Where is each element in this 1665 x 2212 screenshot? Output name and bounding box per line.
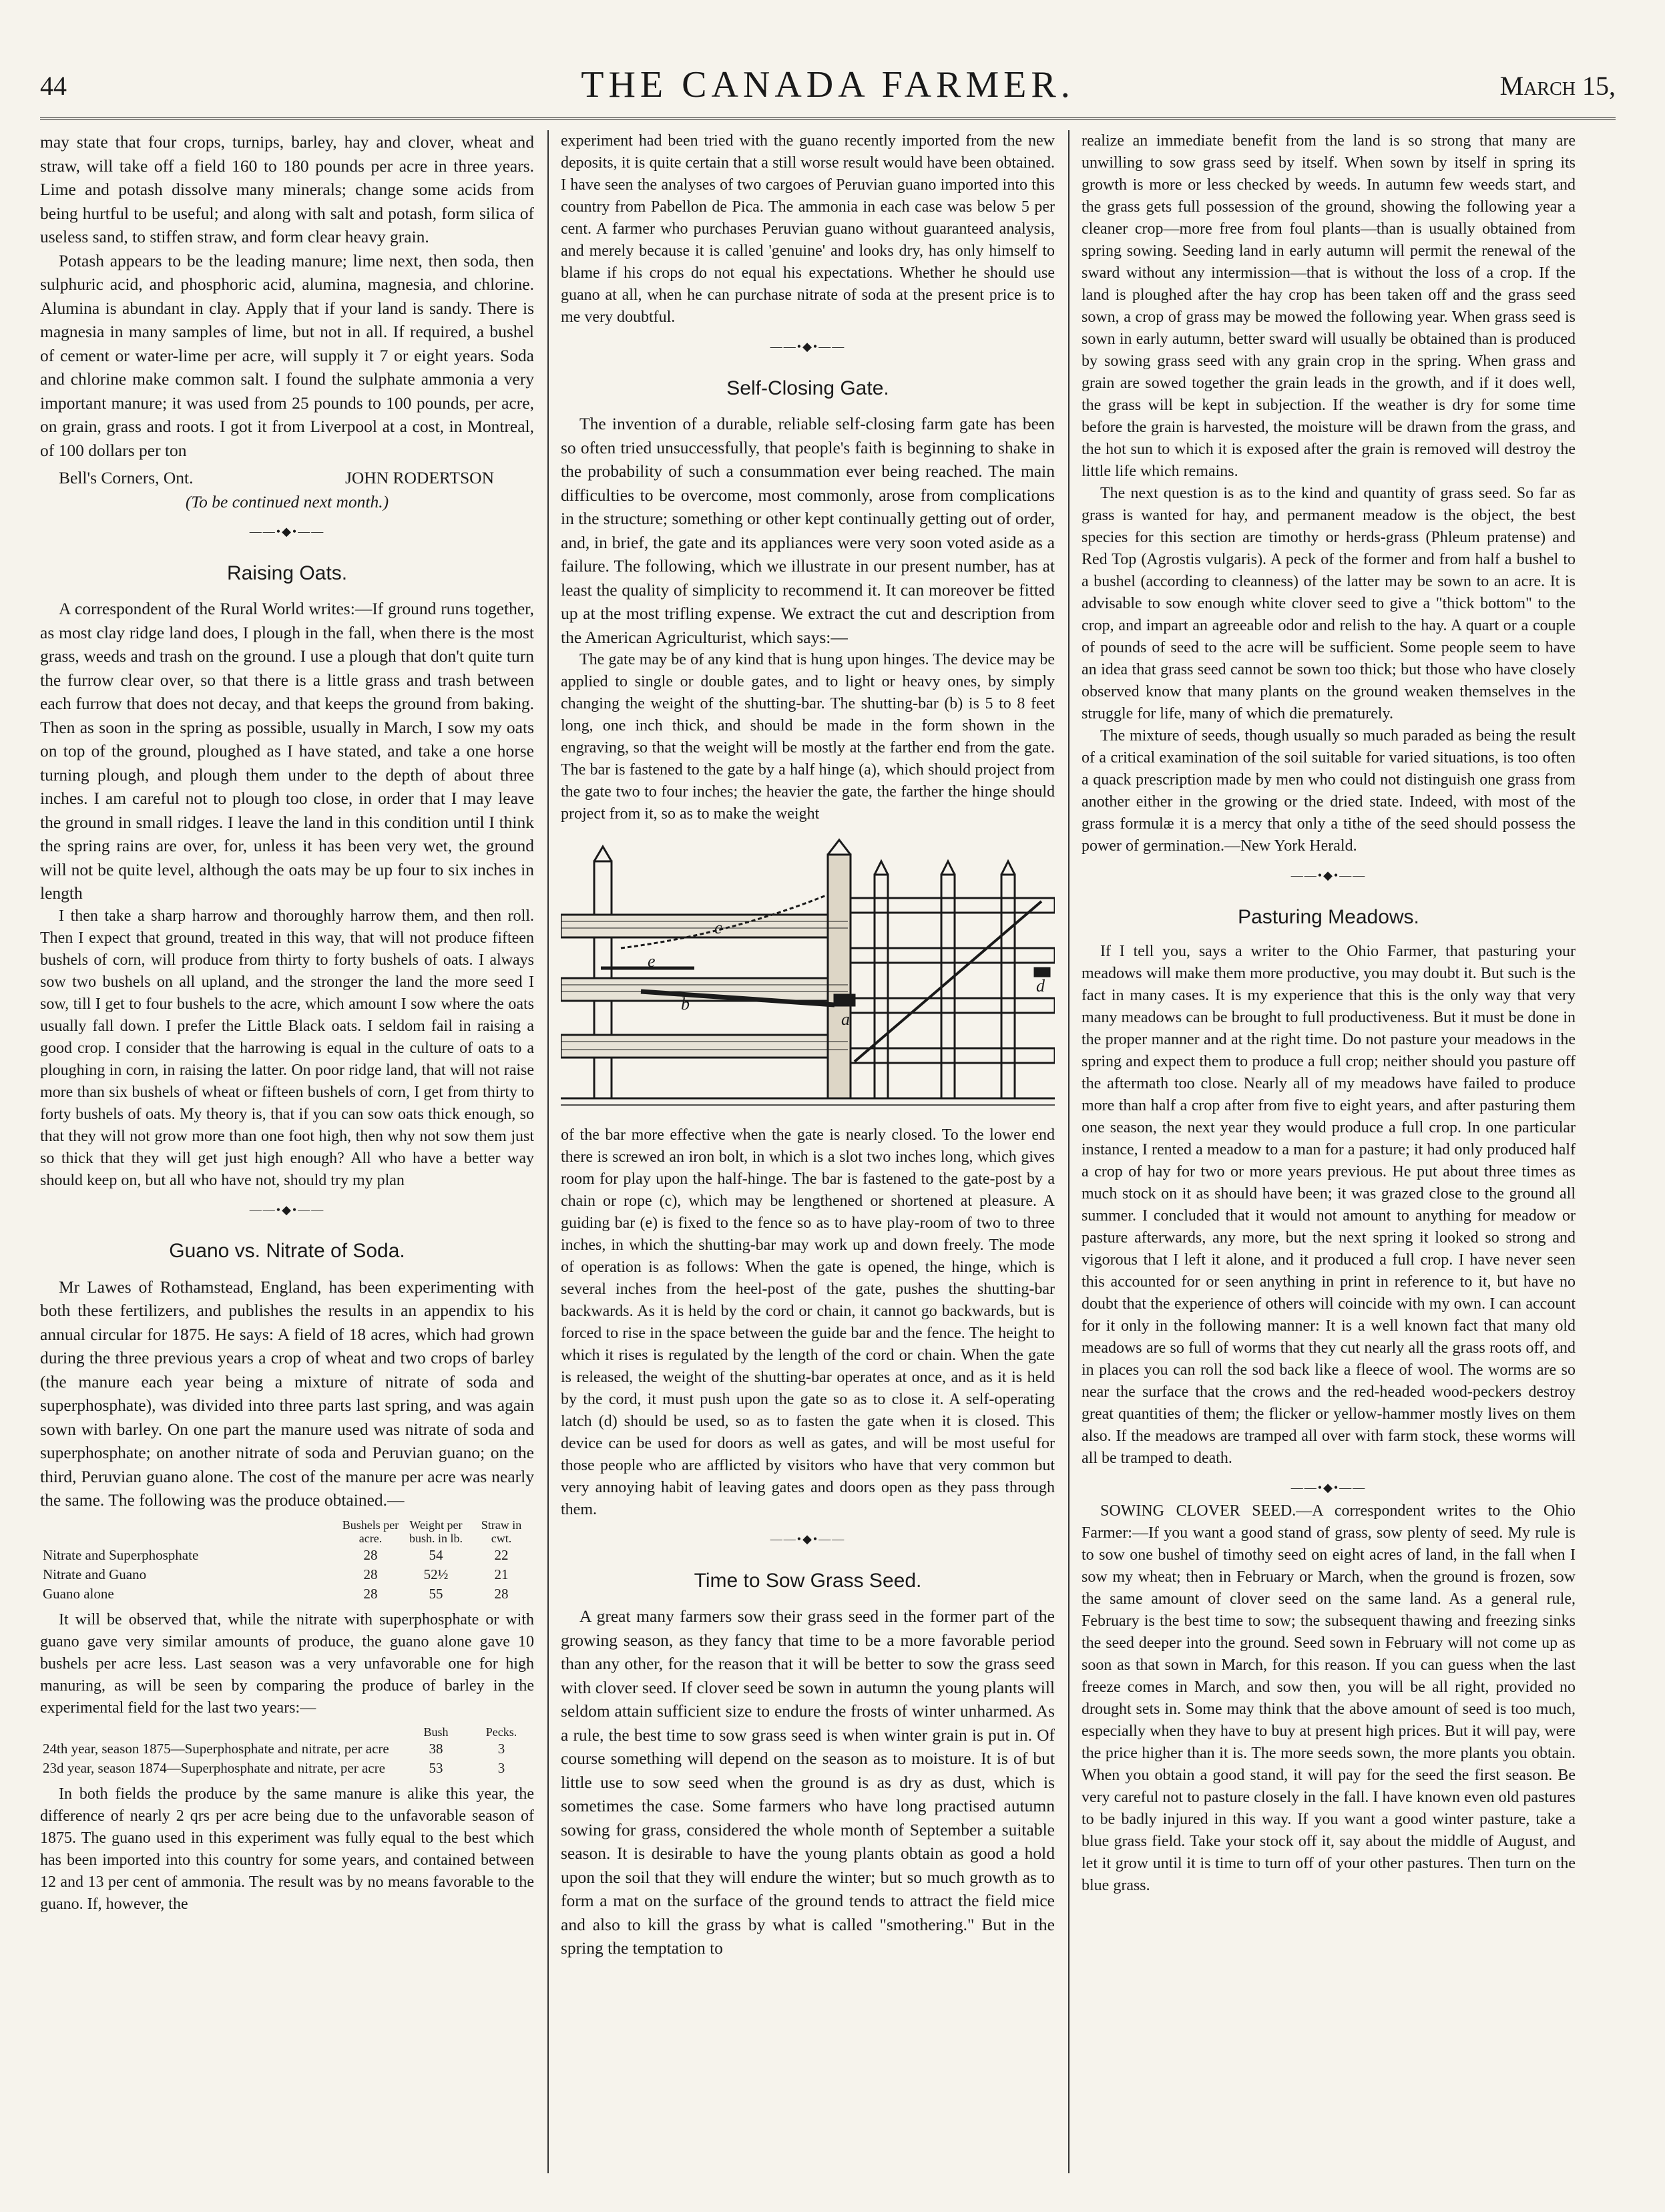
table-row <box>40 1584 534 1604</box>
heading-self-closing-gate: Self-Closing Gate. <box>726 377 889 399</box>
table-row <box>40 1759 534 1778</box>
table-cell: Nitrate and Superphosphate <box>43 1546 199 1563</box>
barley-table <box>40 1725 534 1778</box>
table-cell: 52½ <box>423 1566 449 1582</box>
column-3 <box>1082 130 1576 2173</box>
label-b: b <box>681 994 690 1014</box>
heading-raising-oats: Raising Oats. <box>226 562 348 584</box>
table-cell: 24th year, season 1875—Superphosphate and nitrate, per acre <box>43 1740 389 1757</box>
table-cell: 28 <box>363 1546 378 1563</box>
label-e: e <box>648 951 656 971</box>
continued-note: (To be continued next month.) <box>185 491 389 511</box>
heading-pasturing-meadows: Pasturing Meadows. <box>1238 905 1419 928</box>
table-cell: 55 <box>429 1585 443 1602</box>
section-ornament: ——•◆•—— <box>249 1202 325 1216</box>
produce-table <box>40 1518 534 1604</box>
paragraph: It will be observed that, while the nitrate with superphosphate or with guano gave very similar amounts of produce, the guano alone gave 10 bushels per acre less. Last season was a very unfavorable one for high manuring, as will be seen by comparing the produce of barley in the experimental field for the last two years:— <box>40 1610 534 1717</box>
table-cell: 3 <box>497 1740 505 1757</box>
label-c: c <box>714 918 722 937</box>
table-header: Bushels per acre. <box>342 1518 399 1545</box>
gate-illustration <box>561 835 1055 1115</box>
paragraph: may state that four crops, turnips, barley, hay and clover, wheat and straw, will take off a field 160 to 180 pounds per acre in three years. Lime and potash dissolve many minerals; change some acids from being hurtful to be useful; and along with salt and potash, form silica of useless sand, to stiffen straw, and form clear heavy grain. <box>40 132 534 246</box>
table-cell: 21 <box>494 1566 509 1582</box>
paragraph: If I tell you, says a writer to the Ohio Farmer, that pasturing your meadows will make them more productive, you may doubt it. But such is the fact in many cases. It is my experience that this is the only way that very many meadows can be brought to full productiveness. But it must be done in the proper manner and at the right time. Do not pasture your meadows in the spring and expect them to produce a full crop; neither should you pasture off the aftermath too close. Nearly all of my meadows have failed to produce more than half a crop after from five to eight years, and after pasturing them one season, the next year they would produce a full crop. In one particular instance, I rented a meadow to a man for a pasture; it had only produced half a crop of hay for two or more years previous. He put about three times as much stock on it as should have been; it was grazed close to the ground all summer. I concluded that it would not amount to anything for meadow or pasture afterwards, any more, but the next spring it looked so strong and vigorous that I left it alone, and it produced a full crop. I have never seen this accounted for or seen anything in print in reference to it, but have no doubt that the experience of others will coincide with my own. I can account for it only in the following manner: It is a well known fact that many old meadows are so full of worms that they cut nearly all the grass roots off, and in places you can roll the sod back like a fleece of wool. The worms are so near the surface that the crows and the red-headed wood-peckers destroy great quantities of them; the flicker or yellow-hammer mostly lives on them also. If the meadows are tramped all over with farm stock, these worms will all be tramped to death. <box>1082 943 1576 1467</box>
paragraph: of the bar more effective when the gate is nearly closed. To the lower end there is screwed an iron bolt, in which is a slot two inches long, which gives room for play upon the half-hinge. The bar is fastened to the gate-post by a chain or rope (c), which may be lengthened or shortened at pleasure. A guiding bar (e) is fixed to the fence so as to have play-room of two to three inches, in which the shutting-bar may work up and down freely. The mode of operation is as follows: When the gate is opened, the hinge, which is several inches from the heel-post of the gate, pushes the shutting-bar backwards. As it is held by the cord or chain, it cannot go backwards, but is forced to rise in the space between the guide bar and the fence. The height to which it rises is regulated by the length of the cord or chain. When the gate is released, the weight of the shutting-bar operates at once, and as it is held by the cord, it must push upon the gate so as to close it. A self-operating latch (d) should be used, so as to fasten the gate when it is closed. This device can be used for doors as well as gates, and will be most useful for those people who are afflicted by visitors who have that very common but very annoying habit of leaving gates and doors open as they pass through them. <box>561 1126 1055 1518</box>
gate-engraving <box>561 835 1055 1115</box>
masthead <box>40 63 1616 120</box>
section-ornament: ——•◆•—— <box>770 1532 846 1546</box>
table-row <box>40 1739 534 1759</box>
label-d: d <box>1036 976 1045 996</box>
issue-date: March 15, <box>1499 71 1616 101</box>
paragraph: Mr Lawes of Rothamstead, England, has been experimenting with both these fertilizers, and publishes the results in an appendix to his annual circular for 1875. He says: A field of 18 acres, which had grown during the three previous years a crop of wheat and two crops of barley (the manure each year being a mixture of nitrate of soda and superphosphate), was divided into three parts last spring, and was again sown with barley. On one part the manure used was nitrate of soda and superphosphate; on another nitrate of soda and Peruvian guano; on the third, Peruvian guano alone. The cost of the manure per acre was nearly the same. The following was the produce obtained.— <box>40 1277 534 1510</box>
paragraph: I then take a sharp harrow and thoroughly harrow them, and then roll. Then I expect that ground, treated in this way, that will not produce fifteen bushels of corn, will produce from thirty to forty bushels of oats. I always sow two bushels on all upland, and the stronger the land the more seed I sow, till I get to four bushels to the acre, which amount I sow where the oats usually fall down. I prefer the Little Black oats. I seldom fail in raising a good crop. I consider that the harrowing is equal in the culture of oats to a ploughing in corn, in raising the latter. On poor ridge land, that will not raise more than six bushels of wheat or fifteen bushels of corn, I get from thirty to forty bushels of oats. My theory is, that if you can sow oats thick enough, so that they will not grow more than one foot high, then why not sow them just so thick that they will get just high enough? All who have a better way should keep on, but all who have not, should try my plan <box>40 907 534 1189</box>
heading-time-to-sow: Time to Sow Grass Seed. <box>694 1569 922 1592</box>
section-ornament: ——•◆•—— <box>1290 869 1367 882</box>
table-cell: Nitrate and Guano <box>43 1566 147 1582</box>
table-cell: 22 <box>494 1546 509 1563</box>
signature-line <box>40 466 534 490</box>
table-cell: 53 <box>429 1759 443 1776</box>
paragraph: SOWING CLOVER SEED.—A correspondent writes to the Ohio Farmer:—If you want a good stand of grass, sow plenty of seed. My rule is to sow one bushel of timothy seed on eight acres of land, in the fall when I sow my wheat; then in February or March, when the ground is frozen, sow the same amount of clover seed on the same land. As a general rule, February is the best time to sow; the subsequent thawing and freezing sinks the seed deeper into the ground. Seed sown in February will not come up as soon as that sown in March, for this reason. If you can guess when the last freeze comes in March, and sow then, you will be all right, provided no drought sets in. Some may think that the above amount of seed is too much, especially when they have to buy at present high prices. But it will pay, were the price higher than it is. The more seeds sown, the more plants you obtain. When you obtain a good stand, it will pay for the seed the first season. Be very careful not to pasture closely in the fall. I have known even old pastures to be badly injured in this way. If you want a good winter pasture, take a blue grass field. Take your stock off it, say about the middle of August, and let it grow until it is time to turn off of your other pastures. Then turn on the blue grass. <box>1082 1502 1576 1894</box>
paragraph: The mixture of seeds, though usually so much paraded as being the result of a critical examination of the soil suitable for varied situations, is too often a quack prescription made by men who could not distinguish one grass from another either in the growing or the dried state. Indeed, with most of the grass formulæ it is a mercy that only a tithe of the seed should possess the power of germination.—New York Herald. <box>1082 727 1576 855</box>
paragraph: The gate may be of any kind that is hung upon hinges. The device may be applied to single or double gates, and to light or heavy ones, by simply changing the weight of the shutting-bar. The shutting-bar (b) is 5 to 8 feet long, one inch thick, and should be made in the form shown in the engraving, so that the weight will be mostly at the farther end from the gate. The bar is fastened to the gate by a half hinge (a), which should project from the gate two to four inches; the heavier the gate, the farther the hinge should project from it, so as to make the weight <box>561 651 1055 823</box>
page-title: THE CANADA FARMER. <box>581 64 1075 105</box>
paragraph: Potash appears to be the leading manure; lime next, then soda, then sulphuric acid, and phosphoric acid, alumina, magnesia, and chlorine. Alumina is abundant in clay. Apply that if your land is sandy. There is magnesia in many samples of lime, but not in all. If required, a bushel of cement or water-lime per acre, will supply it 7 or eight years. Soda and chlorine make common salt. I found the sulphate ammonia a very important manure; it was used from 25 pounds to 100 pounds, per acre, on grain, grass and roots. I got it from Liverpool at a cost, in Montreal, of 100 dollars per ton <box>40 250 534 460</box>
paragraph: The next question is as to the kind and quantity of grass seed. So far as grass is wanted for hay, and permanent meadow is the object, the best species for this section are timothy or herds-grass (Phleum pratense) and Red Top (Agrostis vulgaris). A peck of the former and from half a bushel to a bushel (according to cleanness) of the latter may be sown to an acre. It is advisable to sow enough white clover seed to give a "thick bottom" to the crop, and impart an agreeable odor and relish to the hay. A quart or a couple of pounds of seed to the acre will be sufficient. Some people seem to have an idea that grass seed cannot be sown too thick; but those who have closely observed know that many plants on the ground weaken themselves in the struggle for life, many of which die prematurely. <box>1082 485 1576 722</box>
section-ornament: ——•◆•—— <box>249 525 325 538</box>
table-header: Straw in cwt. <box>481 1518 522 1545</box>
table-cell: 3 <box>497 1759 505 1776</box>
paragraph: A great many farmers sow their grass seed in the former part of the growing season, as they fancy that time to be a more favorable period than any other, for the reason that it will be better to sow the grass seed with clover seed. If clover seed be sown in autumn the young plants will seldom attain sufficient size to endure the frosts of winter unharmed. As a rule, the best time to sow grass seed is when winter grain is put in. Of course something will depend on the season as to moisture. It is of but little use to sow seed when the ground is as dry as dust, which is sometimes the case. Some farmers who have long practised autumn sowing for grass, considered the whole month of September a suitable season. It is desirable to have the young plants obtain as good a hold upon the soil that they will endure the winter; but so much growth as to form a mat on the surface of the ground tends to attract the field mice and also to kill the grass by what is called "smothering." But in the spring the temptation to <box>561 1606 1055 1958</box>
paragraph: In both fields the produce by the same manure is alike this year, the difference of nearly 2 qrs per acre being due to the unfavorable season of 1875. The guano used in this experiment was fully equal to the best which has been imported into this country for some years, and contained between 12 and 13 per cent of ammonia. The result was by no means favorable to the guano. If, however, the <box>40 1785 534 1913</box>
table-row <box>40 1565 534 1584</box>
column-2 <box>561 130 1055 2173</box>
table-header: Bush <box>423 1725 449 1739</box>
paragraph: experiment had been tried with the guano recently imported from the new deposits, it is quite certain that a still worse result would have been obtained. I have seen the analyses of two cargoes of Peruvian guano imported into this country from Pabellon de Pica. The ammonia in each case was below 5 per cent. A farmer who purchases Peruvian guano without guaranteed analysis, and merely because it is called 'genuine' and looks dry, has only himself to blame if his crops do not equal his expectations. Whether he should use guano at all, when he can purchase nitrate of soda at the present price is to me very doubtful. <box>561 132 1055 326</box>
paragraph: A correspondent of the Rural World writes:—If ground runs together, as most clay ridge land does, I plough in the fall, when there is the most grass, weeds and trash on the ground. I use a plough that don't quite turn the furrow clear over, so that there is a little grass and trash between each furrow that does not decay, and that keeps the ground from baking. Then as soon in the spring as possible, usually in March, I sow my oats on top of the ground, ploughed as I have stated, and take a one horse turning plough, and plough them under to the depth of about three inches. I am careful not to plough too close, in order that I may leave the ground in small ridges. I leave the land in this condition until I think the spring rains are over, for, unless it has been very wet, the ground will not be quite level, although the oats may be up four to six inches in length <box>40 599 534 903</box>
column-1 <box>40 130 534 2173</box>
table-cell: 54 <box>429 1546 443 1563</box>
section-ornament: ——•◆•—— <box>1290 1481 1367 1494</box>
table-cell: 28 <box>363 1566 378 1582</box>
column-rule <box>547 130 549 2173</box>
signature-place: Bell's Corners, Ont. <box>59 468 194 487</box>
paragraph: The invention of a durable, reliable self-closing farm gate has been so often tried unsuccessfully, that people's faith is beginning to shake in the probability of such a consummation ever being reached. The main difficulties to be overcome, most commonly, arose from complications in the structure; something or other kept continually getting out of order, and, in brief, the gate and its appliances were very soon voted aside as a failure. The following, which we illustrate in our present number, has at least the quality of simplicity to recommend it. It can moreover be fitted up at the most trifling expense. We extract the cut and description from the American Agriculturist, which says:— <box>561 414 1055 647</box>
table-header: Pecks. <box>485 1725 517 1739</box>
paragraph: realize an immediate benefit from the land is so strong that many are unwilling to sow grass seed by itself. When sown by itself in spring its growth is more or less checked by weeds. In autumn few weeds start, and the grass gets full possession of the ground, showing the following year a cleaner crop—more free from foul plants—than is usually obtained from spring sowing. Seeding land in early autumn will permit the renewal of the sward without any intermission—that is without the loss of a crop. If the land is ploughed after the hay crop has been taken off and the grass seed sown, a crop of grass may be mowed the following year. When grass seed is sown in early autumn, better sward will usually be obtained than is produced by sowing grass seed with any grain crop in the spring. When grass and grain are sowed together the grain leads in the growth, and if it does well, the grass will be kept in subjection. If the weather is dry for some time before the grain is harvested, the moisture will be drawn from the grass, and the hot sun to which it is exposed after the grain is removed will destroy the little life which remains. <box>1082 132 1576 480</box>
section-ornament: ——•◆•—— <box>770 340 846 353</box>
page-number: 44 <box>40 71 67 101</box>
table-row <box>40 1546 534 1565</box>
table-cell: 38 <box>429 1740 443 1757</box>
table-header: Weight per bush. in lb. <box>409 1518 463 1545</box>
heading-guano-vs-nitrate: Guano vs. Nitrate of Soda. <box>169 1240 405 1262</box>
label-a: a <box>841 1010 850 1029</box>
signature-name: JOHN RODERTSON <box>344 468 494 487</box>
table-cell: 28 <box>494 1585 509 1602</box>
table-cell: 28 <box>363 1585 378 1602</box>
table-cell: 23d year, season 1874—Superphosphate and nitrate, per acre <box>43 1759 385 1776</box>
table-cell: Guano alone <box>43 1585 114 1602</box>
column-rule <box>1068 130 1069 2173</box>
